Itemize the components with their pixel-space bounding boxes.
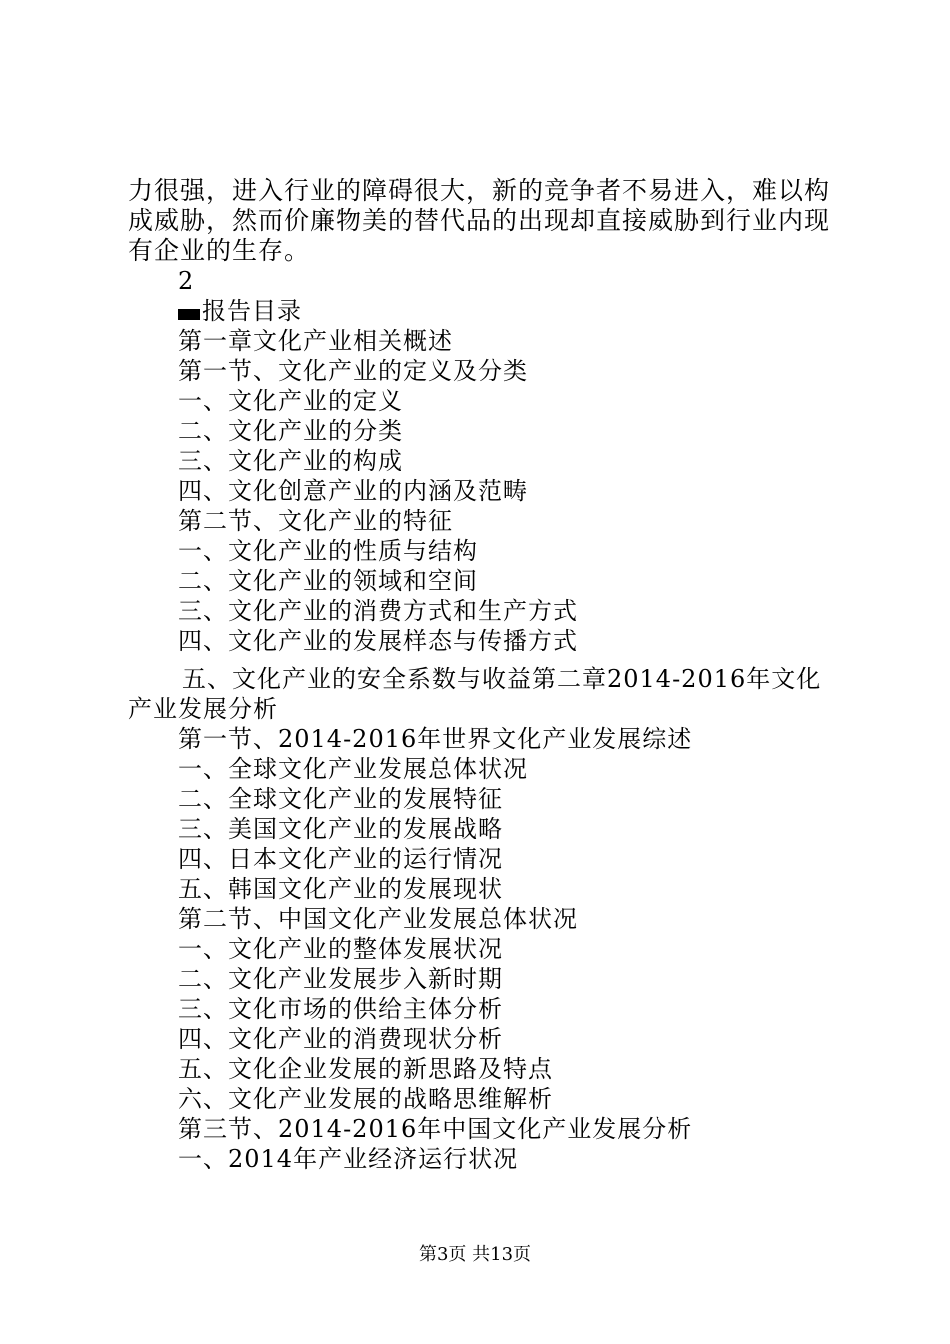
toc-item: 四、文化创意产业的内涵及范畴 (178, 477, 528, 505)
toc-item: 六、文化产业发展的战略思维解析 (178, 1085, 553, 1113)
toc-item: 五、韩国文化产业的发展现状 (178, 875, 503, 903)
square-bullet-icon (178, 309, 200, 320)
toc-item: 三、文化市场的供给主体分析 (178, 995, 503, 1023)
toc-item: 一、文化产业的性质与结构 (178, 537, 478, 565)
toc-item: 第二节、中国文化产业发展总体状况 (178, 905, 578, 933)
toc-item: 二、文化产业发展步入新时期 (178, 965, 503, 993)
toc-item: 二、文化产业的分类 (178, 417, 403, 445)
toc-item: 一、文化产业的整体发展状况 (178, 935, 503, 963)
page-number-marker: 2 (178, 267, 195, 295)
toc-item: 第一章文化产业相关概述 (178, 327, 453, 355)
toc-item: 第一节、文化产业的定义及分类 (178, 357, 528, 385)
page-footer: 第3页 共13页 (418, 1244, 532, 1265)
toc-item: 三、文化产业的构成 (178, 447, 403, 475)
toc-item: 五、文化企业发展的新思路及特点 (178, 1055, 553, 1083)
toc-item: 第二节、文化产业的特征 (178, 507, 453, 535)
toc-item: 三、美国文化产业的发展战略 (178, 815, 503, 843)
toc-item: 二、文化产业的领域和空间 (178, 567, 478, 595)
toc-item: 产业发展分析 (128, 695, 278, 723)
intro-paragraph: 力很强，进入行业的障碍很大，新的竞争者不易进入，难以构成威胁，然而价廉物美的替代品的出现却直接威胁到行业内现有企业的生存。 (128, 176, 831, 265)
toc-item: 四、文化产业的消费现状分析 (178, 1025, 503, 1053)
toc-item: 二、全球文化产业的发展特征 (178, 785, 503, 813)
toc-item: 一、文化产业的定义 (178, 387, 403, 415)
toc-item: 四、文化产业的发展样态与传播方式 (178, 627, 578, 655)
toc-item: 三、文化产业的消费方式和生产方式 (178, 597, 578, 625)
toc-item: 第三节、2014-2016年中国文化产业发展分析 (178, 1115, 693, 1143)
toc-item: 第一节、2014-2016年世界文化产业发展综述 (178, 725, 693, 753)
toc-heading-line (178, 296, 302, 326)
toc-heading: 报告目录 (202, 297, 302, 325)
toc-item: 四、日本文化产业的运行情况 (178, 845, 503, 873)
toc-item: 一、全球文化产业发展总体状况 (178, 755, 528, 783)
toc-item: 一、2014年产业经济运行状况 (178, 1145, 519, 1173)
toc-item: 五、文化产业的安全系数与收益第二章2014-2016年文化 (182, 665, 822, 693)
